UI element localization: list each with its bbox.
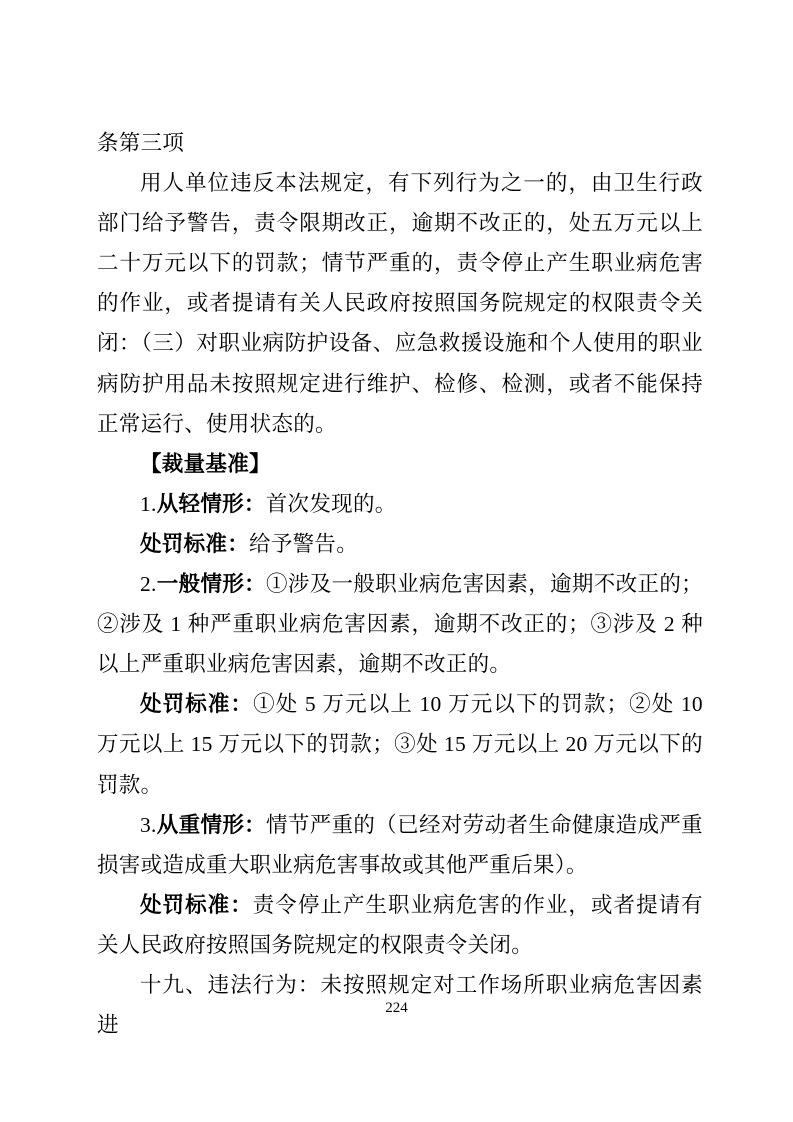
paragraph-general-circumstance — [97, 564, 703, 684]
text-run: 条第三项 — [97, 131, 185, 155]
paragraph-lenient-penalty-standard — [97, 524, 703, 564]
item-number: 3. — [140, 812, 157, 837]
item-label: 一般情形： — [156, 572, 267, 597]
text-run: 给予警告。 — [249, 531, 359, 556]
document-page-body — [97, 123, 703, 1045]
paragraph-discretion-basis-header — [97, 444, 703, 484]
text-run: ①涉及一般职业病危害因素，逾期不改正的；②涉及 1 种严重职业病危害因素，逾期不改正的；③涉及 2 种以上严重职业病危害因素，逾期不改正的。 — [97, 572, 703, 677]
paragraph-heading-fragment — [97, 123, 703, 163]
paragraph-aggravated-circumstance — [97, 805, 703, 885]
text-run: ①处 5 万元以上 10 万元以下的罚款；②处 10 万元以上 15 万元以下的罚款；③处 15 万元以上 20 万元以下的罚款。 — [97, 692, 703, 797]
paragraph-statute-text — [97, 163, 703, 444]
text-run: 情节严重的（已经对劳动者生命健康造成严重损害或造成重大职业病危害事故或其他严重后果）。 — [97, 812, 703, 877]
item-label: 处罚标准： — [140, 692, 254, 717]
item-label: 从重情形： — [156, 812, 267, 837]
item-number: 1. — [140, 491, 157, 516]
text-run: 责令停止产生职业病危害的作业，或者提请有关人民政府按照国务院规定的权限责令关闭。 — [97, 892, 703, 957]
paragraph-general-penalty-standard — [97, 684, 703, 804]
text-run: 首次发现的。 — [265, 491, 397, 516]
paragraph-lenient-circumstance — [97, 484, 703, 524]
section-header-text: 【裁量基准】 — [140, 451, 271, 476]
item-label: 从轻情形： — [156, 491, 266, 516]
page-number: 224 — [385, 1000, 408, 1016]
item-number: 2. — [140, 572, 157, 597]
text-run: 十九、违法行为：未按照规定对工作场所职业病危害因素进 — [97, 972, 703, 1038]
text-run: 用人单位违反本法规定，有下列行为之一的，由卫生行政部门给予警告，责令限期改正，逾期不改正的，处五万元以上二十万元以下的罚款；情节严重的，责令停止产生职业病危害的作业，或者提请有关人民政府按照国务院规定的权限责令关闭：（三）对职业病防护设备、应急救援设施和个人使用的职业病防护用品未按照规定进行维护、检修、检测，或者不能保持正常运行、使用状态的。 — [97, 171, 703, 436]
item-label: 处罚标准： — [140, 531, 250, 556]
item-label: 处罚标准： — [140, 892, 253, 917]
paragraph-aggravated-penalty-standard — [97, 885, 703, 965]
